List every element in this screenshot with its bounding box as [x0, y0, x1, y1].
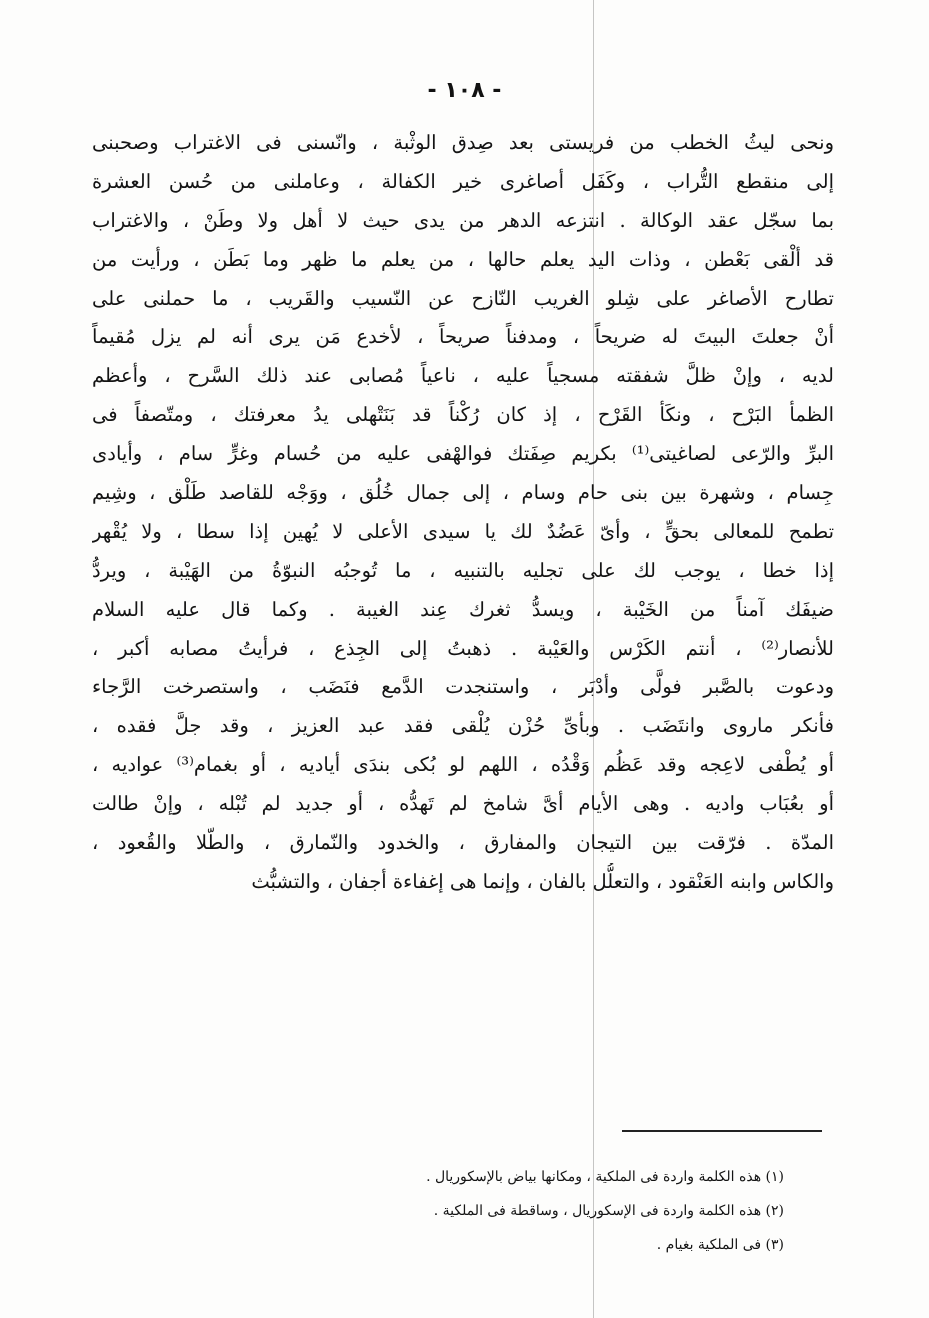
text-line: ونحى ليثُ الخطب من فريستى بعد صِدق الوثْبة ، وانّسنى فى الاغتراب وصحبنى: [92, 131, 834, 154]
text-line: قد ألْقى بَعْطن ، وذات اليد يعلم حالها ، من يعلم ما ظهر وما بَطَن ، ورأيت من: [92, 247, 834, 271]
text-line: أنْ جعلتَ البيتَ له ضريحاً ، ومدفناً صريحاً ، لأخدع مَن يرى أنه لم يزل مُقيماً: [92, 325, 834, 349]
text-line: للأنصار⁽²⁾ ، أنتم الكَرْس والعَيْبة . ذهبتُ إلى الجِذع ، فرأيتُ مصابه أكبر ،: [92, 636, 834, 660]
text-line: أو بعُبَاب واديه . وهى الأيام أىَّ شامخ لم تَهدُّه ، أو جديد لم تُبْله ، وإنْ طالت: [92, 792, 834, 816]
text-line: إذا خطا ، يوجب لك على تجليه بالتنبيه ، ما تُوجبُه النبوّةُ من الهَيْبة ، ويردُّ: [92, 558, 834, 582]
text-line: البرِّ والرّعى لصاغيتى⁽¹⁾ بكريم صِفَتك فوالهْفى عليه من حُسام وغرٍّ سام ، وأيادى: [92, 442, 834, 466]
text-line: تطارح الأصاغر على شِلو الغريب النّازح عن النّسيب والقَريب ، ما حملنى على: [92, 286, 834, 310]
text-line: جِسام ، وشهرة بين بنى حام وسام ، إلى جمال خُلُق ، ووَجْه للقاصد طَلْق ، وشِيم: [92, 481, 834, 505]
text-line: الظمأ البَرْح ، ونكَأ القَرْح ، إذ كان رُكْناً قد بَنَتْهلى يدُ معرفتك ، ومتّصفاً فى: [92, 403, 834, 427]
footnote-1: (١) هذه الكلمة واردة فى الملكية ، ومكانها بياض بالإسكوريال .: [426, 1169, 784, 1185]
text-line: أو يُطْفى لاعِجه وقد عَظُم وَقْدُه ، اللهم لو بُكى بندَى أياديه ، أو بغمام⁽³⁾ عواديه ،: [92, 753, 834, 777]
footnote-separator: [622, 1130, 822, 1132]
text-line: إلى منقطع التُّراب ، وكَفَل أصاغرى خير الكفالة ، وعاملنى من حُسن العشرة: [92, 169, 834, 193]
text-line: لديه ، وإنْ ظلَّ شفقته مسجياً عليه ، ناعياً مُصابى عند ذلك السَّرح ، وأعظم: [92, 364, 834, 388]
text-line: ودعوت بالصَّبر فولَّى وأدْبَر ، واستنجدت الدَّمع فنَضَب ، واستصرخت الرَّجاء: [92, 675, 834, 699]
body-text: [92, 124, 834, 902]
text-line: والكاس وابنه العَنْقود ، والتعلُّل بالفان ، وإنما هى إغفاءة أجفان ، والتشبُّث: [251, 869, 834, 893]
text-line: فأنكر ماروى وانتَضَب . وبأىِّ حُزْن يُلْقى فقد عبد العزيز ، وقد جلَّ فقده ،: [92, 714, 834, 738]
footnote-2: (٢) هذه الكلمة واردة فى الإسكوريال ، وساقطة فى الملكية .: [433, 1203, 784, 1219]
footnote-3: (٣) فى الملكية بغيام .: [656, 1237, 784, 1253]
text-line: تطمح للمعالى بحقٍّ ، وأىّ عَضُدٌ لك يا سيدى الأعلى لا يُهين إذا سطا ، ولا يُقْهر: [92, 519, 834, 543]
text-line: بما سجّل عقد الوكالة . انتزعه الدهر من يدى حيث لا أهل ولا وطَنْ ، والاغتراب: [92, 208, 834, 232]
footnotes: [300, 1160, 784, 1262]
page-number: - ١٠٨ -: [427, 78, 502, 103]
text-line: ضيفَك آمناً من الخَيْبة ، ويسدُّ ثغرك عِند الغيبة . وكما قال عليه السلام: [92, 597, 834, 621]
text-line: المدّة . فرّقت بين التيجان والمفارق ، والخدود والنّمارق ، والطّلا والقُعود ،: [92, 831, 834, 855]
